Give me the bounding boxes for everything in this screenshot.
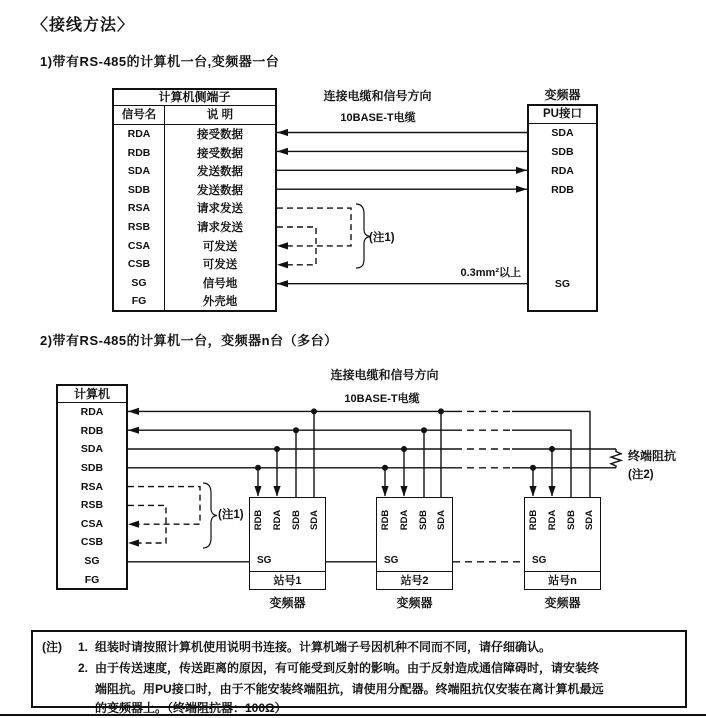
s2-note1-label: (注1) (218, 509, 244, 521)
desc-cell: 接受数据 (197, 129, 243, 142)
inverter-terminal: SDA (551, 127, 574, 139)
s2-note1-brace (203, 483, 217, 548)
table-row (114, 292, 275, 311)
station-terminal: SDB (291, 509, 302, 531)
signal-cell: FG (114, 292, 165, 311)
station-terminal: SDB (418, 509, 429, 531)
signal-label: RSB (80, 499, 104, 512)
s1-cable-type-label: 10BASE-T电缆 (340, 112, 416, 124)
station-n-device-label: 变频器 (544, 596, 581, 610)
note-item2-number: 2. (78, 661, 89, 675)
signal-cell: CSB (114, 255, 165, 274)
desc-cell: 外壳地 (202, 296, 238, 309)
signal-label: SDB (80, 462, 104, 475)
station-ground-terminal: SG (532, 555, 547, 566)
note-line-2 (33, 658, 685, 679)
station-1-device-label: 变频器 (269, 596, 306, 610)
signal-label: SDA (80, 443, 104, 456)
station-terminal: SDA (309, 509, 320, 531)
table-row (114, 255, 275, 274)
s1-wire-spec-label: 0.3mm²以上 (460, 267, 521, 279)
desc-cell: 发送数据 (197, 184, 243, 197)
signal-label: FG (84, 573, 100, 586)
note-prefix: (注) (42, 640, 62, 654)
table-row (114, 162, 275, 181)
signal-cell: RDA (114, 125, 165, 144)
station-terminal: RDB (253, 509, 264, 531)
note-line-3 (33, 679, 685, 700)
s1-pu-port-label: PU接口 (529, 106, 596, 124)
desc-cell: 发送数据 (197, 166, 243, 179)
station-terminal: RDA (272, 509, 283, 531)
station-2-inverter-box (376, 497, 453, 590)
inverter-ground-terminal: SG (554, 278, 571, 290)
desc-cell: 请求发送 (197, 203, 243, 216)
table-row (114, 181, 275, 200)
inverter-terminal: RDB (551, 184, 574, 196)
table-row (114, 218, 275, 237)
signal-cell: SDA (114, 162, 165, 181)
desc-cell: 请求发送 (197, 222, 243, 234)
signal-cell: RSB (114, 218, 165, 237)
terminating-resistor-icon (611, 449, 621, 468)
note-item2-text-3: 的变频器上。（终端阻抗器：100Ω） (95, 701, 287, 715)
signal-label: CSB (80, 536, 104, 549)
s1-col-signal: 信号名 (114, 106, 165, 124)
station-2-device-label: 变频器 (396, 596, 433, 610)
station-number-label: 站号n (525, 571, 600, 589)
desc-cell: 可发送 (202, 259, 238, 272)
station-terminal: SDB (566, 509, 577, 531)
s1-note1-label: (注1) (369, 232, 395, 244)
terminating-resistor-label: 终端阻抗 (628, 449, 677, 463)
s2-computer-title: 计算机 (58, 386, 126, 403)
signal-label: RDA (80, 406, 104, 419)
s2-cable-direction-label: 连接电缆和信号方向 (330, 368, 439, 382)
s2-signal-arrows (128, 408, 556, 547)
table-row (114, 144, 275, 163)
desc-cell: 可发送 (202, 240, 238, 253)
s2-bus-dashed-segments (453, 411, 524, 561)
station-1-inverter-box (249, 497, 326, 590)
section1-heading: 1)带有RS-485的计算机一台,变频器一台 (40, 54, 280, 69)
note-item1-number: 1. (78, 640, 89, 654)
s1-loopback-wires (277, 208, 351, 265)
table-row (114, 273, 275, 292)
s1-table-title: 计算机侧端子 (114, 90, 275, 106)
table-row (114, 236, 275, 255)
terminating-resistor-note-label: (注2) (628, 469, 654, 481)
signal-label: CSA (80, 517, 104, 530)
signal-cell: RDB (114, 144, 165, 163)
s2-computer-signals (58, 403, 126, 589)
desc-cell: 信号地 (202, 277, 238, 290)
note-item2-text-2: 端阻抗。用PU接口时，由于不能安装终端阻抗，请使用分配器。终端阻抗仅安装在离计算机最远 (95, 682, 604, 696)
signal-cell: SDB (114, 181, 165, 200)
notes-box (31, 630, 687, 715)
s1-inverter-title: 变频器 (544, 88, 581, 102)
station-terminal: RDB (380, 509, 391, 531)
s1-cable-direction-label: 连接电缆和信号方向 (323, 89, 432, 103)
station-terminal: SDA (584, 509, 595, 531)
junction-dots (255, 408, 555, 470)
note-line-1 (33, 637, 685, 658)
station-terminal: SDA (436, 509, 447, 531)
station-terminal: RDB (528, 509, 539, 531)
station-n-inverter-box (524, 497, 601, 590)
s2-computer-box (56, 384, 128, 590)
s1-inverter-box (527, 104, 598, 312)
desc-cell: 接受数据 (197, 147, 243, 160)
inverter-terminal: SDB (551, 146, 574, 158)
s2-cable-type-label: 10BASE-T电缆 (344, 393, 420, 405)
station-terminal: RDA (547, 509, 558, 531)
station-ground-terminal: SG (384, 555, 399, 566)
table-row (114, 199, 275, 218)
s1-col-desc: 说 明 (206, 109, 234, 121)
s1-table-body (114, 125, 275, 310)
s1-signal-wires (277, 133, 527, 284)
station-terminal: RDA (399, 509, 410, 531)
s2-loopback-wires (128, 487, 200, 543)
station-number-label: 站号1 (250, 571, 325, 589)
signal-cell: RSA (114, 199, 165, 218)
section2-heading: 2)带有RS-485的计算机一台，变频器n台（多台） (40, 333, 338, 348)
s1-table-header (114, 106, 275, 125)
s2-station-drop-wires (258, 411, 552, 497)
s1-computer-terminal-table (112, 88, 277, 312)
signal-cell: CSA (114, 236, 165, 255)
signal-label: RSA (80, 480, 104, 493)
station-number-label: 站号2 (377, 571, 452, 589)
signal-label: SG (84, 555, 100, 568)
page-bottom-rule (0, 714, 706, 716)
signal-cell: SG (114, 273, 165, 292)
note-item2-text-1: 由于传送速度，传送距离的原因，有可能受到反射的影响。由于反射造成通信障碍时，请安装终 (95, 661, 600, 675)
note-item1-text: 组装时请按照计算机使用说明书连接。计算机端子号因机种不同而不同，请仔细确认。 (95, 640, 552, 654)
signal-label: RDB (80, 424, 104, 437)
page-title: 〈接线方法〉 (32, 17, 135, 34)
table-row (114, 125, 275, 144)
station-ground-terminal: SG (257, 555, 272, 566)
inverter-terminal: RDA (551, 165, 574, 177)
